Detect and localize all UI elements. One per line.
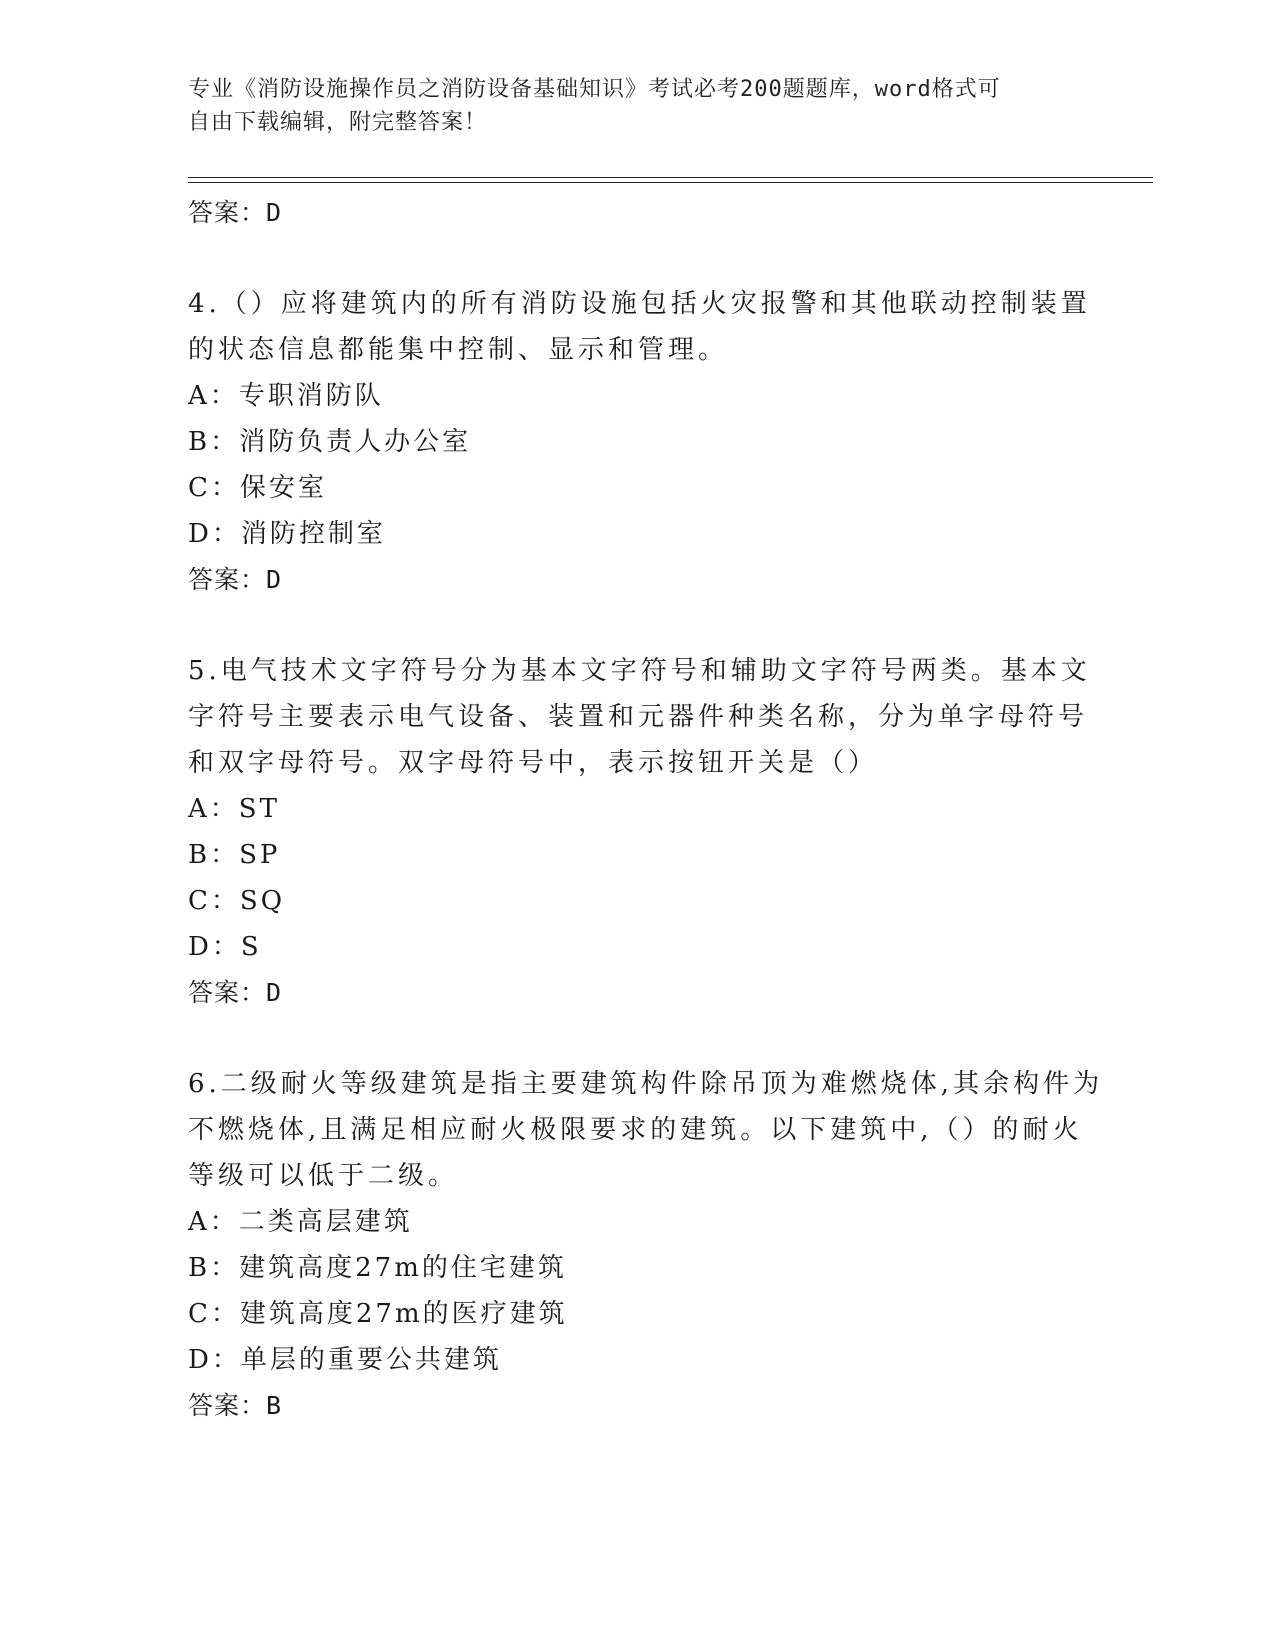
header-line-1: 专业《消防设施操作员之消防设备基础知识》考试必考200题题库，word格式可 [188, 77, 1001, 102]
answer-line: 答案：D [188, 978, 283, 1007]
question-text [188, 648, 1091, 786]
spacer [188, 602, 1088, 648]
option-c: C：SQ [188, 886, 286, 916]
question-text [188, 281, 1091, 373]
option-c: C：建筑高度27m的医疗建筑 [188, 1299, 568, 1329]
answer-line: 答案：D [188, 198, 283, 227]
option-c: C：保安室 [188, 473, 327, 503]
option-b: B：建筑高度27m的住宅建筑 [188, 1253, 567, 1283]
option-b: B：SP [188, 840, 281, 870]
option-b: B：消防负责人办公室 [188, 427, 472, 457]
question-5 [188, 648, 1091, 1015]
question-6 [188, 1061, 1104, 1428]
spacer [188, 1015, 1088, 1061]
option-d: D：单层的重要公共建筑 [188, 1345, 502, 1375]
header-divider-bottom [188, 182, 1153, 183]
question-4 [188, 281, 1091, 602]
question-line: 不燃烧体,且满足相应耐火极限要求的建筑。以下建筑中,（）的耐火 [188, 1115, 1083, 1145]
document-body [188, 190, 1104, 1428]
question-line: 等级可以低于二级。 [188, 1161, 459, 1191]
answer-line: 答案：D [188, 565, 283, 594]
option-d: D：消防控制室 [188, 519, 386, 549]
question-line: 和双字母符号。双字母符号中，表示按钮开关是（） [188, 748, 879, 778]
option-d: D：S [188, 932, 262, 962]
option-a: A：专职消防队 [188, 381, 384, 411]
question-line: 6.二级耐火等级建筑是指主要建筑构件除吊顶为难燃烧体,其余构件为 [188, 1069, 1104, 1099]
question-line: 字符号主要表示电气设备、装置和元器件种类名称，分为单字母符号 [188, 702, 1089, 732]
header-divider-top [188, 177, 1153, 178]
document-header [188, 73, 1088, 139]
option-a: A：二类高层建筑 [188, 1207, 413, 1237]
question-line: 的状态信息都能集中控制、显示和管理。 [188, 335, 729, 365]
question-line: 5.电气技术文字符号分为基本文字符号和辅助文字符号两类。基本文 [188, 656, 1091, 686]
question-line: 4.（）应将建筑内的所有消防设施包括火灾报警和其他联动控制装置 [188, 289, 1091, 319]
header-line-2: 自由下载编辑，附完整答案！ [188, 110, 488, 135]
question-text [188, 1061, 1104, 1199]
option-a: A：ST [188, 794, 280, 824]
spacer [188, 235, 1088, 281]
answer-line: 答案：B [188, 1391, 283, 1420]
